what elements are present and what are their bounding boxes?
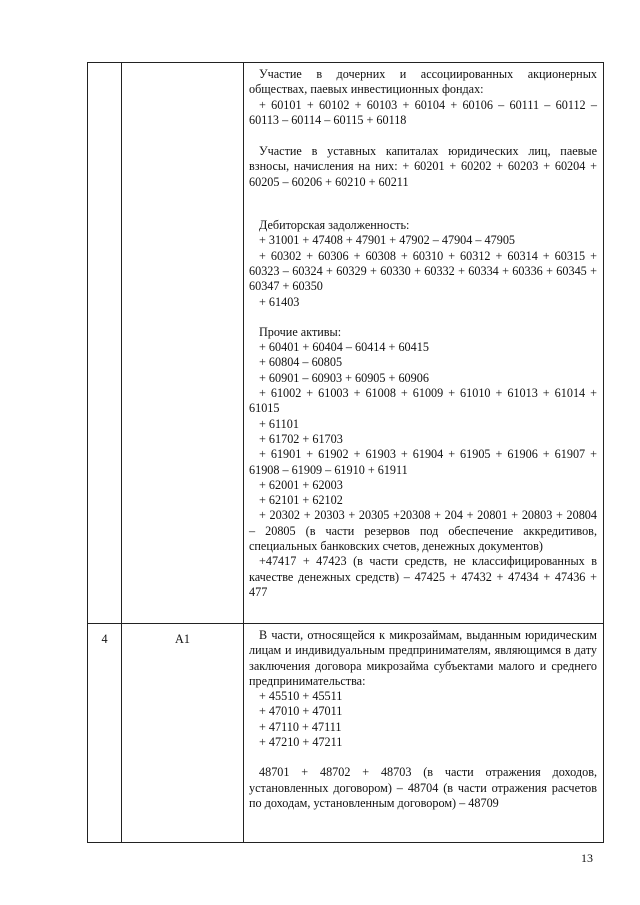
- block-line: + 60302 + 60306 + 60308 + 60310 + 60312 + 60314 + 60315 + 60323 – 60324 + 60329 + 60330 + 60332 + 60334 + 60336 + 60345 + 60347 + 60350: [249, 248, 597, 294]
- block-line: + 31001 + 47408 + 47901 + 47902 – 47904 – 47905: [259, 233, 516, 248]
- block-line: +47417 + 47423 (в части средств, не классифицированных в качестве денежных средств) – 47425 + 47432 + 47434 + 47436 + 477: [249, 554, 597, 599]
- block-line: + 60901 – 60903 + 60905 + 60906: [259, 370, 429, 385]
- table-row: [88, 624, 604, 843]
- block-line: + 61702 + 61703: [259, 431, 343, 446]
- block-line: + 61403: [259, 294, 300, 309]
- block-line: + 60401 + 60404 – 60414 + 60415: [259, 340, 429, 355]
- block-line: + 61101: [259, 416, 299, 431]
- block-line: + 20302 + 20303 + 20305 +20308 + 204 + 20801 + 20803 + 20804 – 20805 (в части резервов под обеспечение аккредитивов, специальных банковских счетов, денежных документов): [249, 508, 597, 554]
- accounts-table: [87, 62, 604, 843]
- block-title: Прочие активы:: [259, 324, 342, 339]
- block-title: Дебиторская задолженность:: [259, 218, 410, 233]
- block-title: Участие в дочерних и ассоциированных акционерных обществах, паевых инвестиционных фондах:: [249, 67, 597, 97]
- block-title: В части, относящейся к микрозаймам, выданным юридическим лицам и индивидуальным предпринимателям, являющимся в дату заключения договора микрозайма субъектами малого и среднего предпринимательства:: [249, 628, 597, 688]
- row-code-cell: А1: [122, 624, 244, 843]
- block-line: + 47210 + 47211: [259, 735, 343, 750]
- block-title: Участие в уставных капиталах юридических лиц, паевые взносы, начисления на них: + 60201 + 60202 + 60203 + 60204 + 60205 – 60206 + 60210 + 60211: [249, 144, 597, 189]
- block-line: + 60101 + 60102 + 60103 + 60104 + 60106 – 60111 – 60112 – 60113 – 60114 – 60115 + 60118: [249, 97, 597, 127]
- block-line: + 47010 + 47011: [259, 704, 343, 719]
- block-line: + 61002 + 61003 + 61008 + 61009 + 61010 + 61013 + 61014 + 61015: [249, 386, 597, 416]
- block-line: + 45510 + 45511: [259, 689, 343, 704]
- row-code-cell: [122, 63, 244, 624]
- row-description-cell: [244, 624, 604, 843]
- row-number-cell: [88, 63, 122, 624]
- page-number: 13: [581, 851, 593, 865]
- table-row: [88, 63, 604, 624]
- block-title: 48701 + 48702 + 48703 (в части отражения доходов, установленных договором) – 48704 (в части отражения расчетов по доходам, установленным договором) – 48709: [249, 765, 597, 810]
- block-line: + 62001 + 62003: [259, 477, 343, 492]
- row-number-cell: 4: [88, 624, 122, 843]
- block-line: + 47110 + 47111: [259, 719, 342, 734]
- block-line: + 60804 – 60805: [259, 355, 343, 370]
- row-description-cell: [244, 63, 604, 624]
- block-line: + 61901 + 61902 + 61903 + 61904 + 61905 + 61906 + 61907 + 61908 – 61909 – 61910 + 61911: [249, 447, 597, 477]
- block-line: + 62101 + 62102: [259, 493, 343, 508]
